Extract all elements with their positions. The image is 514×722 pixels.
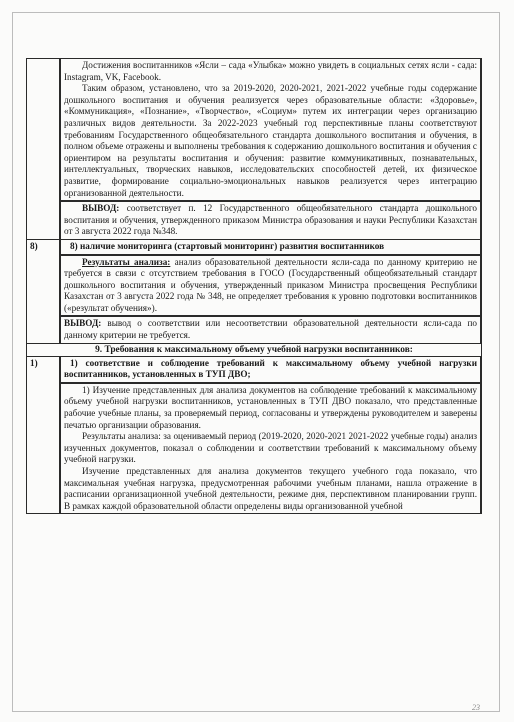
- paragraph: Достижения воспитанников «Ясли – сада «Улыбка» можно увидеть в социальных сетях ясли - сада: Instagram, VK, Facebook.: [64, 60, 477, 82]
- table-row: [27, 59, 482, 240]
- criterion-title: 8) наличие мониторинга (стартовый мониторинг) развития воспитанников: [70, 240, 385, 251]
- paragraph: 1) Изучение представленных для анализа документов на соблюдение требований к максимальному объему учебной нагрузки воспитанников, установленных в ТУП ДВО показало, что представленные рабочие учебные планы, за проверяемый период, согласованы и утверждены руководителем и заверены печатью организации образования.: [64, 384, 477, 430]
- row-number: 1): [27, 356, 60, 514]
- criterion-title-block: [60, 240, 481, 255]
- paragraph: Изучение представленных для анализа документов текущего учебного года показало, что максимальная учебная нагрузка, предусмотренная рабочими учебным планами, нашла отражение в расписании организационной учебной деятельности, режиме дня, перспективном планировании групп. В рамках каждой образовательной области определены виды организованной учебной: [64, 466, 477, 511]
- criterion-title: 1) соответствие и соблюдение требований к максимальному объему учебной нагрузки воспитанников, установленных в ТУП ДВО;: [64, 357, 477, 380]
- results-text: анализ образовательной деятельности ясли-сада по данному критерию не требуется в связи с отсутствием требования в ГОСО (Государственный общеобязательный стандарт дошкольного воспитания и обучения, утвержденный приказом Министра просвещения Республики Казахстан от 3 августа 2022 года № 348, не определяет требования к уровню подготовки воспитанников («результат обучения»).: [64, 256, 477, 313]
- conclusion-label: ВЫВОД:: [64, 318, 102, 329]
- table-row: [27, 343, 482, 356]
- row-content-cell: [60, 356, 482, 514]
- row-number: 8): [27, 239, 60, 343]
- conclusion-label: ВЫВОД:: [82, 203, 120, 214]
- conclusion-text: вывод о соответствии или несоответствии образовательной деятельности ясли-сада по данному критерии не требуется.: [64, 318, 477, 341]
- report-table: [26, 58, 482, 514]
- conclusion-block: [60, 316, 481, 342]
- row-content-cell: [60, 59, 482, 240]
- results-label: Результаты анализа:: [82, 256, 171, 267]
- table-row: [27, 356, 482, 514]
- conclusion-block: [60, 201, 481, 239]
- conclusion-text: соответствует п. 12 Государственного общеобязательного стандарта дошкольного воспитания и обучения, утвержденного приказом Министра образования и науки Республики Казахстан от 3 августа 2022 года №348.: [64, 203, 477, 237]
- row-number-cell: [27, 59, 60, 240]
- results-block: [60, 255, 481, 317]
- page-number-handwritten: 23: [472, 703, 480, 712]
- paragraph: Результаты анализа: за оцениваемый период (2019-2020, 2020-2021 2021-2022 учебные годы) анализ изученных документов, показал о соблюдении и соответствии требований к максимальному объему учебной нагрузки.: [64, 431, 477, 465]
- section-heading: 9. Требования к максимальному объему учебной нагрузки воспитанников:: [27, 343, 482, 356]
- criterion-title-block: [60, 357, 481, 383]
- paragraph: Таким образом, установлено, что за 2019-2020, 2020-2021, 2021-2022 учебные годы содержание дошкольного воспитания и обучения реализуется через образовательные области: «Здоровье», «Коммуникация», «Познание», «Творчество», «Социум» путем их интеграции через организацию различных видов деятельности. За 2022-2023 учебный год перспективные планы соответствуют требованиям Государственного общеобязательного стандарта дошкольного воспитания и обучения, в полном объеме отражены и выполнены требования к содержанию дошкольного воспитания и обучения с ориентиром на результаты воспитания и обучения: развитие коммуникативных, познавательных, интеллектуальных, творческих навыков, исследовательских способностей детей, их физическое развитие, формирование социально-эмоциональных навыков реализуется через интеграцию организованной деятельности.: [64, 83, 477, 198]
- table-row: [27, 239, 482, 343]
- row-content-cell: [60, 239, 482, 343]
- text-block: [60, 59, 481, 201]
- text-block: [60, 383, 481, 514]
